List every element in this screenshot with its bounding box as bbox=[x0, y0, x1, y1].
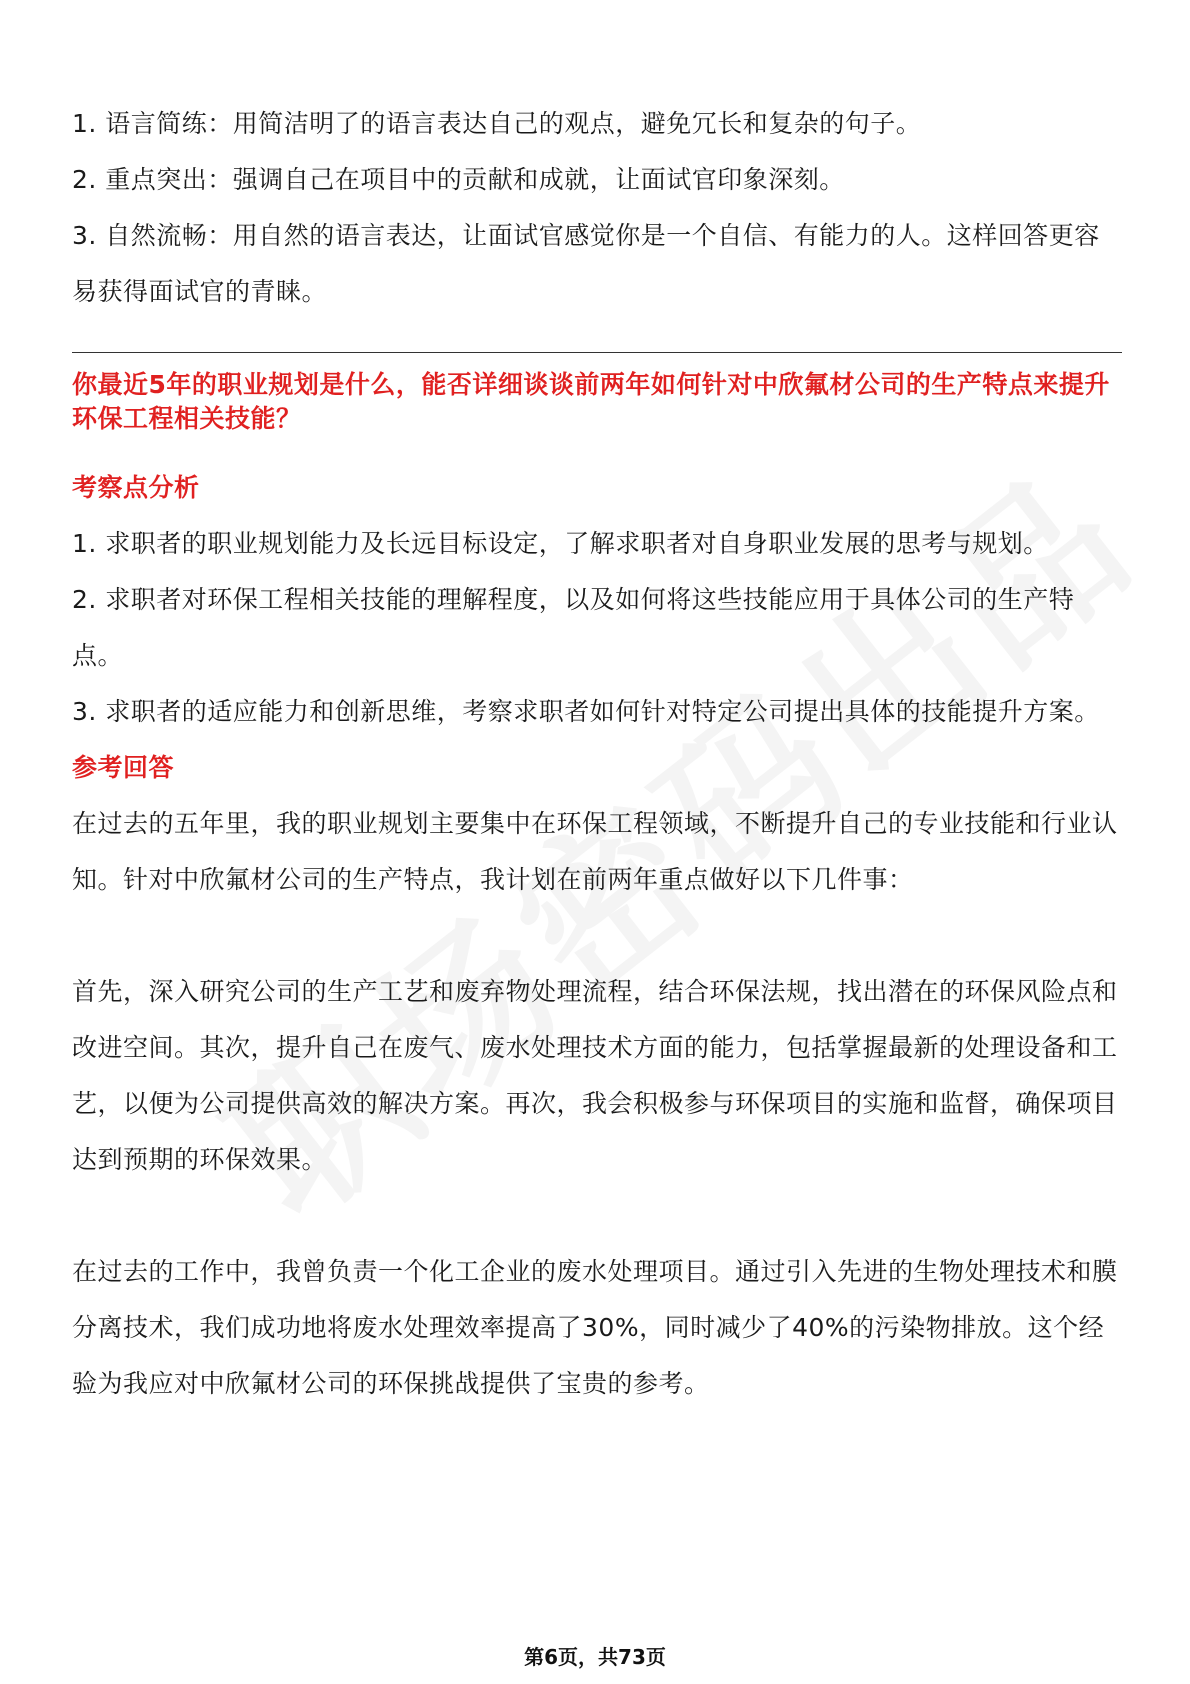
analysis-item-1: 1. 求职者的职业规划能力及长远目标设定，了解求职者对自身职业发展的思考与规划。 bbox=[72, 529, 1049, 558]
paragraph-gap bbox=[72, 1188, 1122, 1244]
analysis-item-3: 3. 求职者的适应能力和创新思维，考察求职者如何针对特定公司提出具体的技能提升方案。 bbox=[72, 697, 1100, 726]
paragraph-gap bbox=[72, 908, 1122, 964]
answer-paragraph-2: 首先，深入研究公司的生产工艺和废弃物处理流程，结合环保法规，找出潜在的环保风险点和改进空间。其次，提升自己在废气、废水处理技术方面的能力，包括掌握最新的处理设备和工艺，以便为公司提供高效的解决方案。再次，我会积极参与环保项目的实施和监督，确保项目达到预期的环保效果。 bbox=[72, 977, 1118, 1174]
page-number: 第6页，共73页 bbox=[524, 1645, 666, 1669]
answer-heading: 参考回答 bbox=[72, 753, 175, 782]
question-title: 你最近5年的职业规划是什么，能否详细谈谈前两年如何针对中欣氟材公司的生产特点来提升环保工程相关技能？ bbox=[72, 370, 1110, 433]
tip-item-2: 2. 重点突出：强调自己在项目中的贡献和成就，让面试官印象深刻。 bbox=[72, 165, 845, 194]
answer-paragraph-3: 在过去的工作中，我曾负责一个化工企业的废水处理项目。通过引入先进的生物处理技术和膜分离技术，我们成功地将废水处理效率提高了30%，同时减少了40%的污染物排放。这个经验为我应对中欣氟材公司的环保挑战提供了宝贵的参考。 bbox=[72, 1257, 1118, 1398]
section-divider bbox=[72, 352, 1122, 353]
tip-item-3: 3. 自然流畅：用自然的语言表达，让面试官感觉你是一个自信、有能力的人。这样回答更容易获得面试官的青睐。 bbox=[72, 221, 1100, 306]
tip-item-1: 1. 语言简练：用简洁明了的语言表达自己的观点，避免冗长和复杂的句子。 bbox=[72, 109, 922, 138]
answer-paragraph-1: 在过去的五年里，我的职业规划主要集中在环保工程领域，不断提升自己的专业技能和行业认知。针对中欣氟材公司的生产特点，我计划在前两年重点做好以下几件事： bbox=[72, 809, 1118, 894]
question-body bbox=[72, 460, 1122, 1412]
analysis-item-2: 2. 求职者对环保工程相关技能的理解程度，以及如何将这些技能应用于具体公司的生产特点。 bbox=[72, 585, 1075, 670]
tips-list bbox=[72, 96, 1122, 320]
analysis-heading: 考察点分析 bbox=[72, 473, 200, 502]
